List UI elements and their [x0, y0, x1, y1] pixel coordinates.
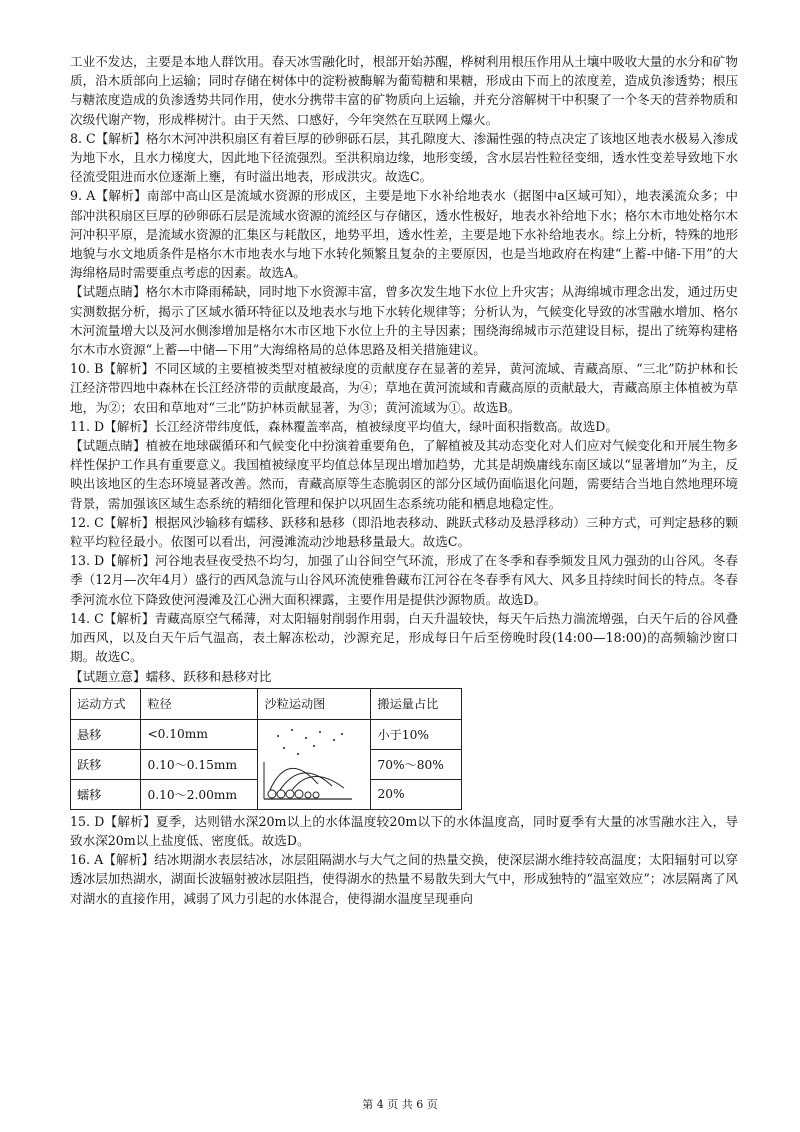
table-cell: 小于10% — [371, 719, 462, 749]
creep-grains — [268, 790, 319, 798]
page-body — [70, 52, 738, 908]
table-caption: 【试题立意】蠕移、跃移和悬移对比 — [70, 668, 272, 684]
answer-12: 12. C【解析】根据风沙输移有蠕移、跃移和悬移（即沿地表移动、跳跃式移动及悬浮移动）三种方式，可判定悬移的颗粒平均粒径最小。依图可以看出，河漫滩流动沙地悬移量最大。故选C。 — [70, 514, 738, 550]
answer-9: 9. A【解析】南部中高山区是流域水资源的形成区，主要是地下水补给地表水（据图中a区域可知），地表溪流众多；中部冲洪积扇区巨厚的砂卵砾石层是流域水资源的流经区与存储区，透水性极好，地表水补给地下水；格尔木市地处格尔木河冲积平原，是流域水资源的汇集区与耗散区，地势平坦，透水性差，主要是地下水补给地表水。综上分析，特殊的地形地貌与水文地质条件是格尔木市地表水与地下水转化频繁且复杂的主要原因，也是当地政府在构建“上蓄-中储-下用”的大海绵格局时需要重点考虑的因素。故选A。 — [70, 188, 738, 281]
table-header-cell: 运动方式 — [71, 688, 141, 719]
sand-movement-figure — [258, 720, 358, 806]
table-cell: 0.10～2.00mm — [141, 779, 258, 809]
table-header-cell: 搬运量占比 — [371, 688, 462, 719]
answer-15: 15. D【解析】夏季，达则错水深20m以上的水体温度较20m以下的水体温度高，同时夏季有大量的冰雪融水注入，导致水深20m以上盐度低、密度低。故选D。 — [70, 813, 738, 848]
table-cell: 蠕移 — [71, 779, 141, 809]
transport-comparison-table — [70, 688, 462, 810]
suspension-dots — [277, 729, 343, 755]
answer-14: 14. C【解析】青藏高原空气稀薄，对太阳辐射削弱作用弱，白天升温较快，每天午后热力湍流增强，白天午后的谷风叠加西风，以及白天午后气温高，表土解冻松动，沙源充足，形成每日午后至傍晚时段(14:00—18:00)的高频输沙窗口期。故选C。 — [70, 610, 738, 665]
table-header-cell: 粒径 — [141, 688, 258, 719]
answer-13: 13. D【解析】河谷地表昼夜受热不均匀，加强了山谷间空气环流，形成了在冬季和春季频发且风力强劲的山谷风。冬春季（12月—次年4月）盛行的西风急流与山谷风环流使雅鲁藏布江河谷在冬春季有风大、风多且持续时间长的特点。冬春季河流水位下降致使河漫滩及江心洲大面积裸露，主要作用是提供沙源物质。故选D。 — [70, 553, 738, 607]
answer-16: 16. A【解析】结冰期湖水表层结冰，冰层阻隔湖水与大气之间的热量交换，使深层湖水维持较高温度；太阳辐射可以穿透冰层加热湖水，湖面长波辐射被冰层阻挡，使得湖水的热量不易散失到大气中，形成独特的“温室效应”；冰层隔离了风对湖水的直接作用，减弱了风力引起的水体混合，使得湖水温度呈现垂向 — [70, 852, 738, 906]
answer-10: 10. B【解析】不同区域的主要植被类型对植被绿度的贡献度存在显著的差异，黄河流域、青藏高原、“三北”防护林和长江经济带四地中森林在长江经济带的贡献度最高，为④；草地在黄河流域和青藏高原的贡献最大，青藏高原主体植被为草地，为②；农田和草地对“三北”防护林贡献显著，为③；黄河流域为①。故选B。 — [70, 361, 738, 415]
sand-movement-diagram — [258, 719, 371, 809]
table-cell: 0.10～0.15mm — [141, 749, 258, 779]
paragraph: 工业不发达，主要是本地人群饮用。春天冰雪融化时，根部开始苏醒，桦树利用根压作用从土壤中吸收大量的水分和矿物质，沿木质部向上运输；同时存储在树体中的淀粉被酶解为葡萄糖和果糖，形成由下而上的浓度差，造成负渗透势；根压与糖浓度造成的负渗透势共同作用，使水分携带丰富的矿物质向上运输，并充分溶解树干中积聚了一个冬天的营养物质和次级代谢产物，形成桦树汁。由于天然、口感好，今年突然在互联网上爆火。 — [70, 54, 738, 127]
table-row — [71, 719, 462, 749]
answer-11: 11. D【解析】长江经济带纬度低，森林覆盖率高，植被绿度平均值大，绿叶面积指数高。故选D。 — [70, 418, 618, 434]
table-header-row — [71, 688, 462, 719]
table-cell: 悬移 — [71, 719, 141, 749]
page-footer: 第 4 页 共 6 页 — [362, 1098, 438, 1111]
table-cell: 跃移 — [71, 749, 141, 779]
table-cell: <0.10mm — [141, 719, 258, 749]
saltation-arcs — [270, 768, 344, 790]
tip-paragraph: 【试题点睛】格尔木市降雨稀缺，同时地下水资源丰富，曾多次发生地下水位上升灾害；从海绵城市理念出发，通过历史实测数据分析，揭示了区域水循环特征以及地表水与地下水转化规律等；分析认为，气候变化导致的冰雪融水增加、格尔木河流量增大以及河水侧渗增加是格尔木市区地下水位上升的主导因素；围绕海绵城市示范建设目标，提出了统筹构建格尔木市水资源“上蓄—中储—下用”大海绵格局的总体思路及相关措施建议。 — [70, 284, 738, 358]
answer-8: 8. C【解析】格尔木河冲洪积扇区有着巨厚的砂卵砾石层，其孔隙度大、渗漏性强的特点决定了该地区地表水极易入渗成为地下水，且水力梯度大，因此地下径流强烈。至洪积扇边缘，地形变缓，含水层岩性粒径变细，透水性变差导致地下水径流受阻进而水位逐渐上壅，有时溢出地表，形成洪灾。故选C。 — [70, 130, 738, 185]
table-cell: 70%～80% — [371, 749, 462, 779]
table-header-cell: 沙粒运动图 — [258, 688, 371, 719]
tip-paragraph: 【试题点睛】植被在地球碳循环和气候变化中扮演着重要角色，了解植被及其动态变化对人们应对气候变化和开展生物多样性保护工作具有重要意义。我国植被绿度平均值总体呈现出增加趋势，尤其是胡焕庸线东南区域以“显著增加”为主，反映出该地区的生态环境显著改善。然而，青藏高原等生态脆弱区的部分区域仍面临退化问题，需要结合当地自然地理环境背景，需加强该区域生态系统的精细化管理和保护以巩固生态系统功能和栖息地稳定性。 — [70, 438, 738, 511]
table-cell: 20% — [371, 779, 462, 809]
